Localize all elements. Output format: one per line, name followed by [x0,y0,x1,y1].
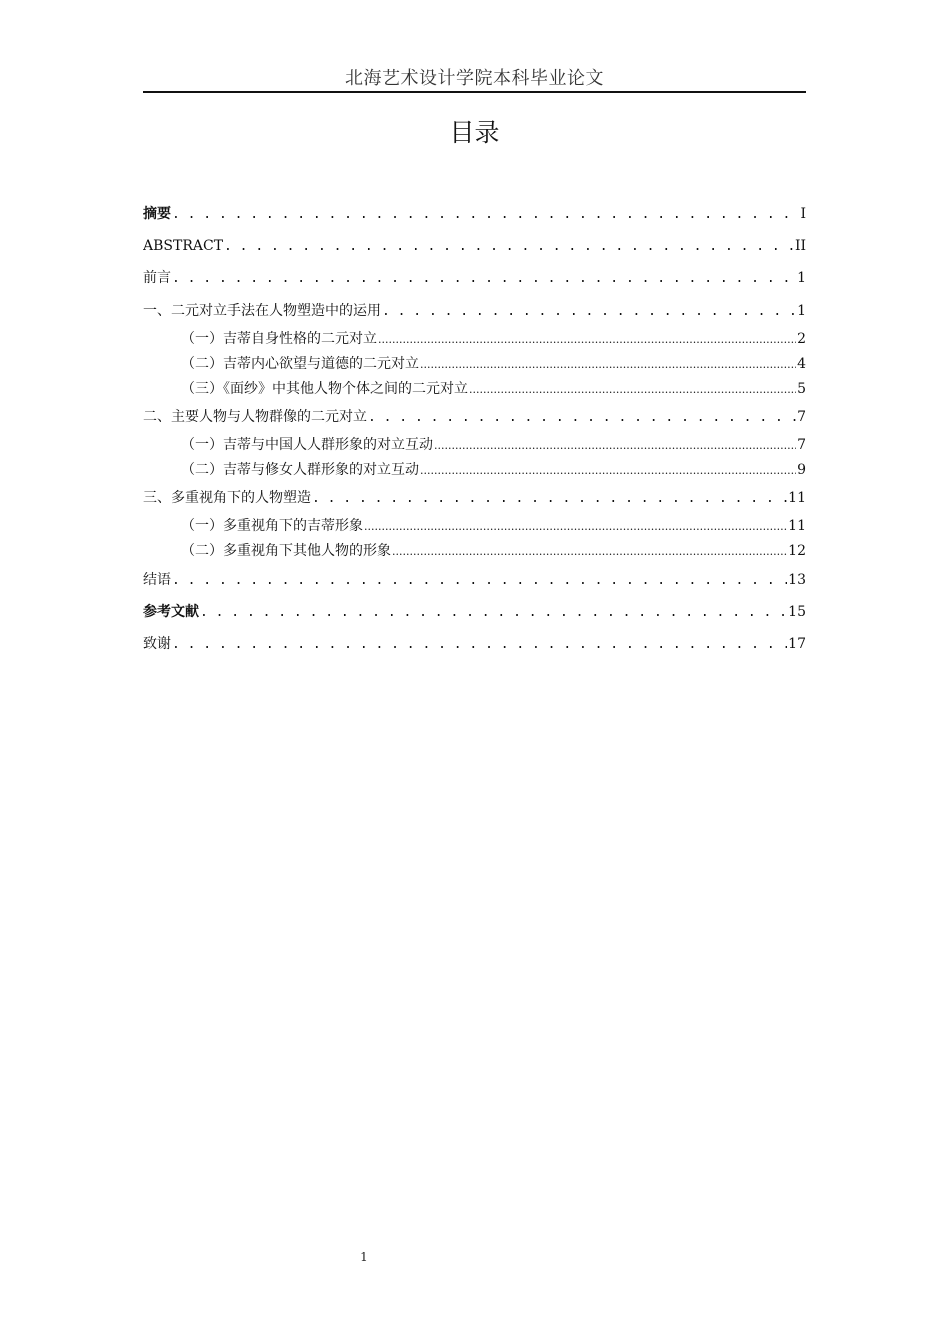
running-header: 北海艺术设计学院本科毕业论文 [345,68,604,89]
toc-entry-section-1-3[interactable] [181,378,806,401]
toc-entry-section-1-2[interactable] [181,353,806,376]
toc-page-number: 2 [797,331,806,347]
toc-page-number: 9 [797,462,806,478]
toc-leader-dots [434,434,796,457]
toc-leader-dots [469,378,796,401]
toc-entry-text: 三、多重视角下的人物塑造 [143,490,311,506]
toc-page-number: 13 [788,572,806,588]
toc-entry-text: ABSTRACT [143,238,224,254]
toc-page-number: 11 [788,490,806,506]
toc-entry-text: （二）吉蒂内心欲望与道德的二元对立 [181,356,419,372]
toc-entry-section-3-1[interactable] [181,515,806,538]
toc-entry-chapter-1[interactable] [143,298,806,325]
toc-page-number: 17 [788,636,806,652]
toc-entry-references[interactable] [143,599,806,626]
toc-entry-text: 二、主要人物与人物群像的二元对立 [143,409,367,425]
toc-page-number: I [800,206,806,222]
toc-leader-dots [420,353,796,376]
toc-page-number: 1 [797,303,806,319]
toc-leader-dots [364,515,787,538]
toc-entry-section-2-2[interactable] [181,459,806,482]
toc-leader-dots [172,631,787,658]
toc-entry-section-1-1[interactable] [181,328,806,351]
toc-entry-text: （一）吉蒂自身性格的二元对立 [181,331,377,347]
toc-page-number: 7 [797,409,806,425]
toc-entry-section-3-2[interactable] [181,540,806,563]
toc-entry-text: 摘要 [143,206,171,222]
toc-page-number: 12 [788,543,806,559]
toc-leader-dots [200,599,787,626]
toc-page-number: 11 [788,518,806,534]
toc-entry-text: （二）多重视角下其他人物的形象 [181,543,391,559]
toc-leader-dots [224,233,794,260]
toc-entry-acknowledgements[interactable] [143,631,806,658]
page-title: 目录 [449,118,500,147]
toc-entry-text: （一）多重视角下的吉蒂形象 [181,518,363,534]
toc-entry-chapter-2[interactable] [143,404,806,431]
toc-entry-text: （二）吉蒂与修女人群形象的对立互动 [181,462,419,478]
toc-entry-text: （一）吉蒂与中国人人群形象的对立互动 [181,437,433,453]
toc-page-number: 15 [788,604,806,620]
toc-entry-text: 参考文献 [143,604,199,620]
toc-leader-dots [382,298,796,325]
toc-entry-chapter-3[interactable] [143,485,806,512]
toc-entry-preface[interactable] [143,265,806,292]
toc-leader-dots [420,459,796,482]
toc-entry-section-2-1[interactable] [181,434,806,457]
toc-entry-abstract-cn[interactable] [143,201,806,228]
toc-entry-conclusion[interactable] [143,567,806,594]
toc-leader-dots [392,540,787,563]
toc-page-number: 7 [797,437,806,453]
toc-entry-abstract-en[interactable] [143,233,806,260]
toc-leader-dots [378,328,796,351]
toc-page-number: 5 [797,381,806,397]
footer-page-number: 1 [360,1250,368,1264]
toc-entry-text: 致谢 [143,636,171,652]
header-rule [143,91,806,93]
toc-entry-text: 结语 [143,572,171,588]
toc-page-number: 4 [797,356,806,372]
toc-entry-text: 一、二元对立手法在人物塑造中的运用 [143,303,381,319]
toc-leader-dots [368,404,796,431]
toc-entry-text: （三）《面纱》中其他人物个体之间的二元对立 [181,381,468,397]
toc-page-number: II [794,238,806,254]
toc-leader-dots [172,265,796,292]
toc-leader-dots [172,201,799,228]
toc-leader-dots [172,567,787,594]
toc-page-number: 1 [797,270,806,286]
toc-leader-dots [312,485,787,512]
toc-entry-text: 前言 [143,270,171,286]
